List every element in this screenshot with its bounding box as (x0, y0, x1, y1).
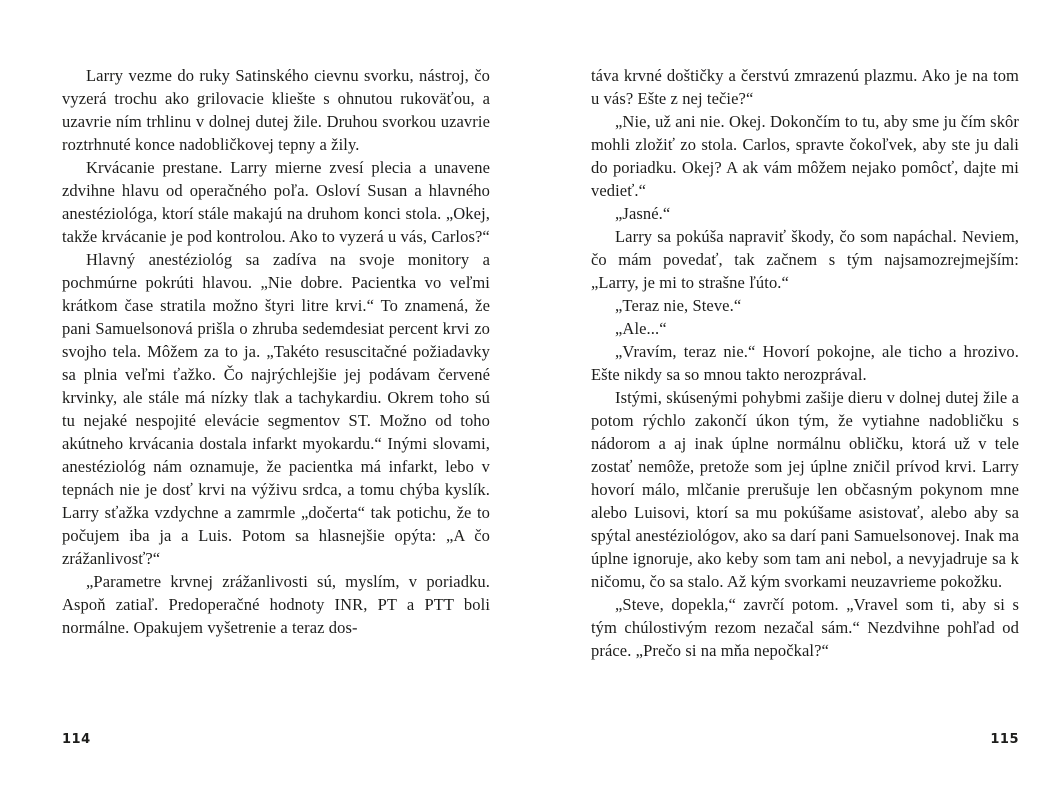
paragraph: „Jasné.“ (615, 204, 671, 223)
paragraph: Krvácanie prestane. Larry mierne zvesí plecia a unavene zdvihne hlavu od operačného poľa. Osloví Susan a hlavného anestéziológa, ktorí stále makajú na druhom konci stola. „Okej, takže krvácanie je pod kontrolou. Ako to vyzerá u vás, Carlos?“ (62, 158, 490, 246)
page-number-left: 114 (62, 732, 91, 747)
paragraph: „Nie, už ani nie. Okej. Dokončím to tu, aby sme ju čím skôr mohli zložiť zo stola. Carlos, spravte čokoľvek, aby ste ju dali do poriadku. Okej? A ak vám môžem nejako pomôcť, dajte mi vedieť.“ (591, 112, 1019, 200)
paragraph: „Vravím, teraz nie.“ Hovorí pokojne, ale ticho a hrozivo. Ešte nikdy sa so mnou takto nerozprával. (591, 342, 1019, 384)
page-right (591, 64, 1019, 800)
page-right-text (591, 64, 1019, 662)
paragraph: Larry vezme do ruky Satinského cievnu svorku, nástroj, čo vyzerá trochu ako grilovacie kliešte s ohnutou rukoväťou, a uzavrie ním trhlinu v dolnej dutej žile. Druhou svorkou uzavrie roztrhnuté konce nadobličkovej tepny a žily. (62, 66, 490, 154)
page-number-right: 115 (990, 732, 1019, 747)
paragraph: Istými, skúsenými pohybmi zašije dieru v dolnej dutej žile a potom rýchlo zakončí úkon tým, že vytiahne nadobličku s nádorom a aj inak úplne normálnu obličku, ktorá už v tele zostať nemôže, pretože som jej úplne zničil prívod krvi. Larry hovorí málo, mlčanie prerušuje len občasným pokynom mne alebo Luisovi, ktorí sa mu pokúšame asistovať, alebo aby sa spýtal anestéziológov, ako sa darí pani Samuelsonovej. Inak ma úplne ignoruje, ako keby som tam ani nebol, a nevyjadruje sa k ničomu, čo sa stalo. Až kým svorkami neuzavrieme pokožku. (591, 388, 1019, 591)
paragraph-continuation: táva krvné doštičky a čerstvú zmrazenú plazmu. Ako je na tom u vás? Ešte z nej tečie?“ (591, 66, 1019, 108)
paragraph: Hlavný anestéziológ sa zadíva na svoje monitory a pochmúrne pokrúti hlavou. „Nie dobre. Pacientka vo veľmi krátkom čase stratila možno štyri litre krvi.“ To znamená, že pani Samuelsonová prišla o zhruba sedemdesiat percent krvi zo svojho tela. Môžem za to ja. „Takéto resuscitačné požiadavky sa plnia veľmi ťažko. Čo najrýchlejšie jej podávam červené krvinky, ale stále má nízky tlak a tachykardiu. Okrem toho sú tu nejaké nespojité elevácie segmentov ST. Možno od toho akútneho krvácania dostala infarkt myokardu.“ Inými slovami, anestéziológ nám oznamuje, že pacientka má infarkt, lebo v tepnách nie je dosť krvi na výživu srdca, a tomu chýba kyslík. Larry sťažka vzdychne a zamrmle „dočerta“ tak potichu, že to počujem iba ja a Luis. Potom sa hlasnejšie opýta: „A čo zrážanlivosť?“ (62, 250, 490, 568)
paragraph: Larry sa pokúša napraviť škody, čo som napáchal. Neviem, čo mám povedať, tak začnem s tým najsamozrejmejším: „Larry, je mi to strašne ľúto.“ (591, 227, 1019, 292)
paragraph: „Steve, dopekla,“ zavrčí potom. „Vravel som ti, aby si s tým chúlostivým rezom nezačal sám.“ Nezdvihne pohľad od práce. „Prečo si na mňa nepočkal?“ (591, 595, 1019, 660)
paragraph: „Teraz nie, Steve.“ (615, 296, 742, 315)
paragraph: „Ale...“ (615, 319, 667, 338)
paragraph: „Parametre krvnej zrážanlivosti sú, myslím, v poriadku. Aspoň zatiaľ. Predoperačné hodnoty INR, PT a PTT boli normálne. Opakujem vyšetrenie a teraz dos- (62, 572, 490, 637)
page-left (62, 64, 490, 800)
page-left-text (62, 64, 490, 639)
